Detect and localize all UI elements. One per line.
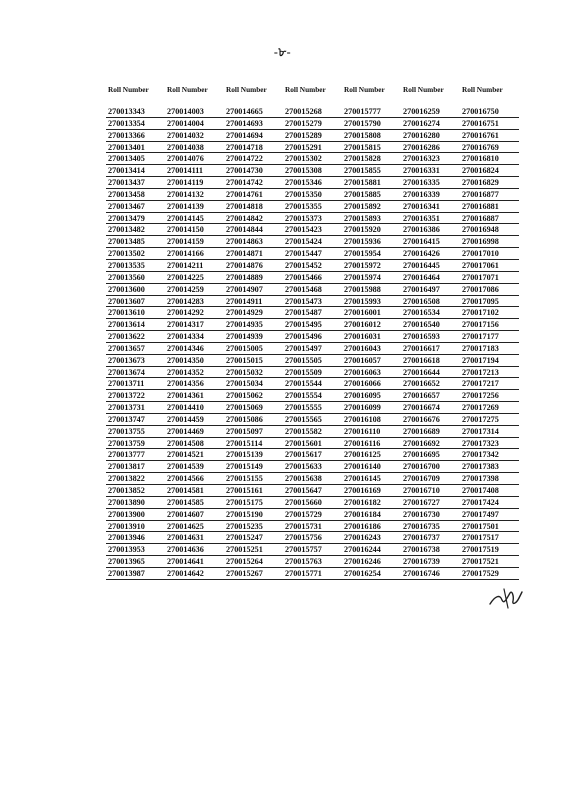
roll-column — [106, 86, 165, 580]
roll-number-cell: 270016738 — [401, 544, 460, 556]
roll-number-cell: 270016887 — [460, 213, 519, 225]
roll-number-cell: 270015291 — [283, 142, 342, 154]
roll-number-cell: 270014361 — [165, 390, 224, 402]
roll-number-cell: 270016243 — [342, 532, 401, 544]
roll-number-cell: 270016810 — [460, 153, 519, 165]
roll-number-cell: 270014641 — [165, 556, 224, 568]
roll-number-cell: 270015247 — [224, 532, 283, 544]
roll-number-cell: 270015920 — [342, 224, 401, 236]
roll-number-cell: 270014132 — [165, 189, 224, 201]
roll-number-cell: 270013482 — [106, 224, 165, 236]
roll-number-cell: 270017102 — [460, 307, 519, 319]
roll-number-cell: 270013614 — [106, 319, 165, 331]
roll-number-cell: 270014259 — [165, 284, 224, 296]
roll-number-cell: 270013722 — [106, 390, 165, 402]
roll-number-cell: 270015373 — [283, 213, 342, 225]
roll-number-cell: 270016727 — [401, 497, 460, 509]
roll-number-cell: 270014410 — [165, 402, 224, 414]
roll-number-cell: 270014730 — [224, 165, 283, 177]
roll-number-cell: 270015988 — [342, 284, 401, 296]
roll-number-cell: 270015155 — [224, 473, 283, 485]
roll-number-cell: 270017217 — [460, 378, 519, 390]
roll-number-cell: 270017269 — [460, 402, 519, 414]
roll-number-cell: 270016057 — [342, 355, 401, 367]
roll-number-cell: 270016593 — [401, 331, 460, 343]
roll-number-cell: 270015069 — [224, 402, 283, 414]
roll-number-cell: 270017256 — [460, 390, 519, 402]
roll-number-cell: 270015729 — [283, 509, 342, 521]
roll-number-cell: 270013560 — [106, 272, 165, 284]
roll-number-cell: 270016012 — [342, 319, 401, 331]
roll-number-cell: 270013731 — [106, 402, 165, 414]
column-header: Roll Number — [226, 85, 267, 94]
roll-number-cell: 270013354 — [106, 118, 165, 130]
roll-number-cell: 270014459 — [165, 414, 224, 426]
roll-number-cell: 270013910 — [106, 521, 165, 533]
roll-number-cell: 270014508 — [165, 438, 224, 450]
roll-number-cell: 270014145 — [165, 213, 224, 225]
roll-number-cell: 270015790 — [342, 118, 401, 130]
roll-number-cell: 270015881 — [342, 177, 401, 189]
roll-number-cell: 270014871 — [224, 248, 283, 260]
roll-number-cell: 270015954 — [342, 248, 401, 260]
roll-number-cell: 270014935 — [224, 319, 283, 331]
roll-number-cell: 270017501 — [460, 521, 519, 533]
roll-number-cell: 270015617 — [283, 449, 342, 461]
roll-number-cell: 270016323 — [401, 153, 460, 165]
roll-number-cell: 270015974 — [342, 272, 401, 284]
roll-number-cell: 270015972 — [342, 260, 401, 272]
roll-number-cell: 270014665 — [224, 106, 283, 118]
roll-number-cell: 270013437 — [106, 177, 165, 189]
roll-number-cell: 270013610 — [106, 307, 165, 319]
roll-number-cell: 270016739 — [401, 556, 460, 568]
roll-number-cell: 270015544 — [283, 378, 342, 390]
roll-number-cell: 270017408 — [460, 485, 519, 497]
roll-number-cell: 270014585 — [165, 497, 224, 509]
roll-number-cell: 270016700 — [401, 461, 460, 473]
roll-number-cell: 270016031 — [342, 331, 401, 343]
roll-number-cell: 270016254 — [342, 568, 401, 580]
roll-number-cell: 270015034 — [224, 378, 283, 390]
roll-number-cell: 270014642 — [165, 568, 224, 580]
roll-number-cell: 270015264 — [224, 556, 283, 568]
roll-number-cell: 270013479 — [106, 213, 165, 225]
roll-number-cell: 270015647 — [283, 485, 342, 497]
roll-number-cell: 270015114 — [224, 438, 283, 450]
roll-number-cell: 270016095 — [342, 390, 401, 402]
roll-number-cell: 270016540 — [401, 319, 460, 331]
roll-number-cell: 270014842 — [224, 213, 283, 225]
roll-number-cell: 270015350 — [283, 189, 342, 201]
roll-number-cell: 270016286 — [401, 142, 460, 154]
roll-number-cell: 270016534 — [401, 307, 460, 319]
roll-column — [165, 86, 224, 580]
roll-number-cell: 270015289 — [283, 130, 342, 142]
roll-number-cell: 270016386 — [401, 224, 460, 236]
roll-number-cell: 270017213 — [460, 367, 519, 379]
roll-number-cell: 270016730 — [401, 509, 460, 521]
column-header: Roll Number — [344, 85, 385, 94]
roll-number-cell: 270013965 — [106, 556, 165, 568]
roll-number-cell: 270015251 — [224, 544, 283, 556]
roll-number-cell: 270013852 — [106, 485, 165, 497]
roll-number-cell: 270015496 — [283, 331, 342, 343]
roll-number-cell: 270016426 — [401, 248, 460, 260]
roll-number-cell: 270013674 — [106, 367, 165, 379]
roll-number-cell: 270013777 — [106, 449, 165, 461]
roll-number-cell: 270013673 — [106, 355, 165, 367]
column-header: Roll Number — [403, 85, 444, 94]
roll-number-cell: 270014581 — [165, 485, 224, 497]
roll-number-cell: 270013953 — [106, 544, 165, 556]
roll-number-cell: 270014159 — [165, 236, 224, 248]
roll-number-cell: 270016618 — [401, 355, 460, 367]
roll-number-cell: 270014352 — [165, 367, 224, 379]
roll-number-cell: 270014032 — [165, 130, 224, 142]
roll-number-cell: 270016274 — [401, 118, 460, 130]
roll-number-cell: 270015424 — [283, 236, 342, 248]
roll-number-cell: 270016108 — [342, 414, 401, 426]
roll-number-cell: 270015161 — [224, 485, 283, 497]
roll-number-cell: 270014742 — [224, 177, 283, 189]
roll-number-cell: 270017194 — [460, 355, 519, 367]
roll-number-cell: 270015487 — [283, 307, 342, 319]
roll-number-cell: 270015660 — [283, 497, 342, 509]
roll-number-cell: 270016331 — [401, 165, 460, 177]
roll-number-cell: 270016099 — [342, 402, 401, 414]
roll-number-cell: 270014150 — [165, 224, 224, 236]
roll-column — [460, 86, 519, 580]
roll-number-cell: 270016280 — [401, 130, 460, 142]
roll-number-cell: 270017177 — [460, 331, 519, 343]
roll-number-cell: 270015936 — [342, 236, 401, 248]
roll-number-cell: 270016746 — [401, 568, 460, 580]
roll-number-cell: 270014722 — [224, 153, 283, 165]
roll-number-cell: 270014625 — [165, 521, 224, 533]
roll-number-cell: 270015355 — [283, 201, 342, 213]
roll-number-cell: 270017519 — [460, 544, 519, 556]
roll-number-cell: 270015828 — [342, 153, 401, 165]
roll-number-cell: 270016445 — [401, 260, 460, 272]
roll-number-cell: 270014469 — [165, 426, 224, 438]
roll-number-cell: 270017323 — [460, 438, 519, 450]
roll-number-cell: 270016125 — [342, 449, 401, 461]
roll-number-cell: 270013890 — [106, 497, 165, 509]
roll-number-cell: 270016709 — [401, 473, 460, 485]
roll-number-cell: 270014292 — [165, 307, 224, 319]
roll-number-cell: 270016652 — [401, 378, 460, 390]
roll-number-cell: 270015097 — [224, 426, 283, 438]
roll-number-cell: 270013987 — [106, 568, 165, 580]
roll-number-cell: 270015731 — [283, 521, 342, 533]
roll-number-cell: 270017424 — [460, 497, 519, 509]
roll-number-cell: 270014844 — [224, 224, 283, 236]
roll-number-cell: 270015447 — [283, 248, 342, 260]
roll-number-cell: 270016259 — [401, 106, 460, 118]
roll-number-cell: 270013535 — [106, 260, 165, 272]
roll-number-cell: 270016339 — [401, 189, 460, 201]
roll-number-cell: 270014876 — [224, 260, 283, 272]
roll-number-cell: 270015267 — [224, 568, 283, 580]
roll-number-cell: 270016246 — [342, 556, 401, 568]
roll-number-cell: 270016066 — [342, 378, 401, 390]
roll-number-cell: 270017383 — [460, 461, 519, 473]
roll-number-cell: 270015175 — [224, 497, 283, 509]
roll-number-cell: 270014119 — [165, 177, 224, 189]
roll-number-cell: 270013401 — [106, 142, 165, 154]
roll-number-cell: 270014907 — [224, 284, 283, 296]
roll-number-cell: 270015139 — [224, 449, 283, 461]
roll-number-cell: 270013622 — [106, 331, 165, 343]
roll-number-table — [106, 86, 519, 580]
roll-number-cell: 270015993 — [342, 296, 401, 308]
roll-number-cell: 270017061 — [460, 260, 519, 272]
roll-number-cell: 270014003 — [165, 106, 224, 118]
roll-number-cell: 270015032 — [224, 367, 283, 379]
roll-number-cell: 270015346 — [283, 177, 342, 189]
roll-column — [342, 86, 401, 580]
roll-number-cell: 270016351 — [401, 213, 460, 225]
roll-number-cell: 270014111 — [165, 165, 224, 177]
roll-number-cell: 270014350 — [165, 355, 224, 367]
roll-number-cell: 270015565 — [283, 414, 342, 426]
roll-number-cell: 270017071 — [460, 272, 519, 284]
roll-number-cell: 270016948 — [460, 224, 519, 236]
roll-number-cell: 270017517 — [460, 532, 519, 544]
roll-number-cell: 270015885 — [342, 189, 401, 201]
roll-number-cell: 270017095 — [460, 296, 519, 308]
roll-number-cell: 270016881 — [460, 201, 519, 213]
roll-number-cell: 270016877 — [460, 189, 519, 201]
roll-number-cell: 270015279 — [283, 118, 342, 130]
roll-number-cell: 270016824 — [460, 165, 519, 177]
roll-number-cell: 270016169 — [342, 485, 401, 497]
page-number: -৮- — [273, 45, 292, 59]
roll-number-cell: 270017086 — [460, 284, 519, 296]
roll-number-cell: 270016341 — [401, 201, 460, 213]
roll-number-cell: 270017342 — [460, 449, 519, 461]
roll-number-cell: 270013747 — [106, 414, 165, 426]
roll-number-cell: 270014636 — [165, 544, 224, 556]
roll-number-cell: 270017183 — [460, 343, 519, 355]
roll-number-cell: 270015777 — [342, 106, 401, 118]
roll-number-cell: 270015892 — [342, 201, 401, 213]
roll-number-cell: 270014076 — [165, 153, 224, 165]
roll-number-cell: 270015452 — [283, 260, 342, 272]
roll-number-cell: 270016769 — [460, 142, 519, 154]
roll-number-cell: 270016110 — [342, 426, 401, 438]
roll-number-cell: 270013946 — [106, 532, 165, 544]
roll-number-cell: 270015473 — [283, 296, 342, 308]
roll-number-cell: 270014521 — [165, 449, 224, 461]
roll-number-cell: 270015268 — [283, 106, 342, 118]
roll-number-cell: 270015190 — [224, 509, 283, 521]
roll-number-cell: 270015235 — [224, 521, 283, 533]
roll-number-cell: 270013467 — [106, 201, 165, 213]
roll-number-cell: 270015757 — [283, 544, 342, 556]
roll-number-cell: 270013502 — [106, 248, 165, 260]
roll-number-cell: 270016140 — [342, 461, 401, 473]
roll-number-cell: 270013366 — [106, 130, 165, 142]
roll-column — [224, 86, 283, 580]
roll-number-cell: 270017010 — [460, 248, 519, 260]
roll-number-cell: 270015466 — [283, 272, 342, 284]
column-header: Roll Number — [108, 85, 149, 94]
roll-number-cell: 270014038 — [165, 142, 224, 154]
roll-number-cell: 270016335 — [401, 177, 460, 189]
roll-number-cell: 270014356 — [165, 378, 224, 390]
roll-number-cell: 270015495 — [283, 319, 342, 331]
roll-number-cell: 270013607 — [106, 296, 165, 308]
roll-number-cell: 270014718 — [224, 142, 283, 154]
roll-number-cell: 270016464 — [401, 272, 460, 284]
roll-number-cell: 270015808 — [342, 130, 401, 142]
roll-number-cell: 270015756 — [283, 532, 342, 544]
roll-number-cell: 270014631 — [165, 532, 224, 544]
column-header: Roll Number — [285, 85, 326, 94]
roll-number-cell: 270014818 — [224, 201, 283, 213]
roll-number-cell: 270016710 — [401, 485, 460, 497]
roll-number-cell: 270016043 — [342, 343, 401, 355]
roll-number-cell: 270017156 — [460, 319, 519, 331]
roll-number-cell: 270016186 — [342, 521, 401, 533]
roll-number-cell: 270017497 — [460, 509, 519, 521]
roll-number-cell: 270015555 — [283, 402, 342, 414]
roll-number-cell: 270014346 — [165, 343, 224, 355]
roll-number-cell: 270013600 — [106, 284, 165, 296]
roll-number-cell: 270014166 — [165, 248, 224, 260]
roll-number-cell: 270016761 — [460, 130, 519, 142]
roll-number-cell: 270013458 — [106, 189, 165, 201]
roll-number-cell: 270014761 — [224, 189, 283, 201]
roll-number-cell: 270015015 — [224, 355, 283, 367]
roll-number-cell: 270014607 — [165, 509, 224, 521]
roll-number-cell: 270016001 — [342, 307, 401, 319]
roll-number-cell: 270015582 — [283, 426, 342, 438]
roll-number-cell: 270016750 — [460, 106, 519, 118]
roll-column — [401, 86, 460, 580]
roll-number-cell: 270015497 — [283, 343, 342, 355]
signature-mark — [486, 584, 526, 612]
roll-number-cell: 270013343 — [106, 106, 165, 118]
roll-number-cell: 270014566 — [165, 473, 224, 485]
roll-number-cell: 270015423 — [283, 224, 342, 236]
roll-number-cell: 270013711 — [106, 378, 165, 390]
roll-number-cell: 270015763 — [283, 556, 342, 568]
roll-number-cell: 270013414 — [106, 165, 165, 177]
roll-number-cell: 270014929 — [224, 307, 283, 319]
roll-number-cell: 270015149 — [224, 461, 283, 473]
roll-number-cell: 270014694 — [224, 130, 283, 142]
roll-number-cell: 270014863 — [224, 236, 283, 248]
roll-number-cell: 270016182 — [342, 497, 401, 509]
roll-number-cell: 270016244 — [342, 544, 401, 556]
column-header: Roll Number — [462, 85, 503, 94]
roll-number-cell: 270015005 — [224, 343, 283, 355]
roll-number-cell: 270014283 — [165, 296, 224, 308]
roll-number-cell: 270015893 — [342, 213, 401, 225]
roll-number-cell: 270013755 — [106, 426, 165, 438]
roll-number-cell: 270015302 — [283, 153, 342, 165]
roll-number-cell: 270016695 — [401, 449, 460, 461]
roll-number-cell: 270015308 — [283, 165, 342, 177]
roll-number-cell: 270014004 — [165, 118, 224, 130]
roll-number-cell: 270017314 — [460, 426, 519, 438]
roll-number-cell: 270014539 — [165, 461, 224, 473]
roll-number-cell: 270015638 — [283, 473, 342, 485]
roll-number-cell: 270013900 — [106, 509, 165, 521]
roll-number-cell: 270015554 — [283, 390, 342, 402]
roll-number-cell: 270017275 — [460, 414, 519, 426]
roll-number-cell: 270016998 — [460, 236, 519, 248]
roll-number-cell: 270013485 — [106, 236, 165, 248]
roll-number-cell: 270016063 — [342, 367, 401, 379]
roll-number-cell: 270013822 — [106, 473, 165, 485]
roll-number-cell: 270016674 — [401, 402, 460, 414]
roll-number-cell: 270014889 — [224, 272, 283, 284]
roll-number-cell: 270014939 — [224, 331, 283, 343]
roll-number-cell: 270016617 — [401, 343, 460, 355]
roll-number-cell: 270014911 — [224, 296, 283, 308]
roll-number-cell: 270015468 — [283, 284, 342, 296]
roll-number-cell: 270016751 — [460, 118, 519, 130]
roll-number-cell: 270016689 — [401, 426, 460, 438]
roll-number-cell: 270015505 — [283, 355, 342, 367]
roll-number-cell: 270017529 — [460, 568, 519, 580]
roll-number-cell: 270016692 — [401, 438, 460, 450]
roll-number-cell: 270015086 — [224, 414, 283, 426]
roll-number-cell: 270016497 — [401, 284, 460, 296]
roll-number-cell: 270016644 — [401, 367, 460, 379]
roll-number-cell: 270013817 — [106, 461, 165, 473]
roll-number-cell: 270014317 — [165, 319, 224, 331]
roll-number-cell: 270015771 — [283, 568, 342, 580]
roll-number-cell: 270015633 — [283, 461, 342, 473]
roll-number-cell: 270017521 — [460, 556, 519, 568]
roll-number-cell: 270014225 — [165, 272, 224, 284]
roll-number-cell: 270016508 — [401, 296, 460, 308]
roll-number-cell: 270014334 — [165, 331, 224, 343]
column-header: Roll Number — [167, 85, 208, 94]
roll-number-cell: 270013657 — [106, 343, 165, 355]
roll-number-cell: 270017398 — [460, 473, 519, 485]
roll-column — [283, 86, 342, 580]
roll-number-cell: 270015855 — [342, 165, 401, 177]
roll-number-cell: 270016676 — [401, 414, 460, 426]
roll-number-cell: 270016829 — [460, 177, 519, 189]
roll-number-cell: 270013405 — [106, 153, 165, 165]
roll-number-cell: 270016657 — [401, 390, 460, 402]
roll-number-cell: 270016116 — [342, 438, 401, 450]
roll-number-cell: 270014211 — [165, 260, 224, 272]
roll-number-cell: 270015815 — [342, 142, 401, 154]
roll-number-cell: 270014139 — [165, 201, 224, 213]
roll-number-cell: 270014693 — [224, 118, 283, 130]
roll-number-cell: 270016735 — [401, 521, 460, 533]
roll-number-cell: 270015509 — [283, 367, 342, 379]
roll-number-cell: 270015062 — [224, 390, 283, 402]
roll-number-cell: 270013759 — [106, 438, 165, 450]
roll-number-cell: 270016184 — [342, 509, 401, 521]
roll-number-cell: 270016737 — [401, 532, 460, 544]
roll-number-cell: 270015601 — [283, 438, 342, 450]
roll-number-cell: 270016145 — [342, 473, 401, 485]
roll-number-cell: 270016415 — [401, 236, 460, 248]
